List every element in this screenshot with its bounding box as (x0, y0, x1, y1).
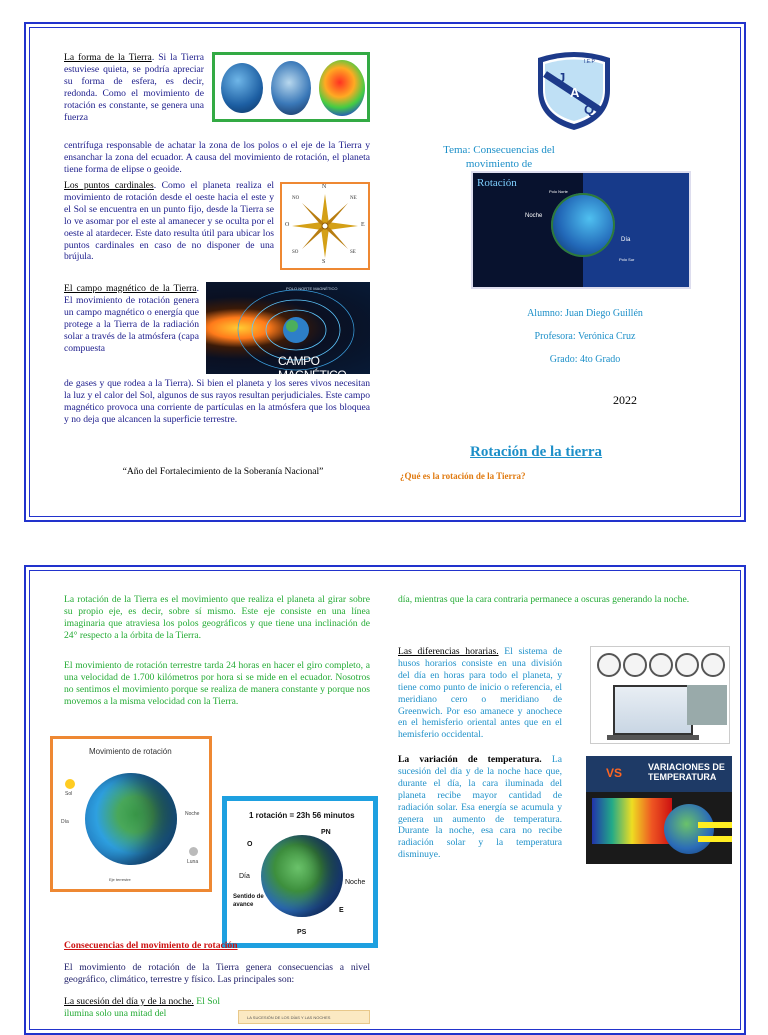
cover-noche: Noche (525, 213, 543, 219)
cardinal-section (64, 180, 274, 263)
logo-top: I.E.P (584, 59, 595, 65)
time-zones-image (590, 646, 730, 744)
diagram2-e: E (339, 907, 344, 914)
hours-heading: Las diferencias horarias. (398, 646, 499, 657)
magnetic-field-image (206, 282, 370, 382)
day-night-image (238, 1010, 370, 1024)
cardinal-heading: Los puntos cardinales (64, 180, 154, 191)
compass-o: O (285, 222, 290, 228)
diagram2-noche: Noche (345, 879, 366, 886)
hours-section (398, 646, 562, 741)
diagram2-o: O (247, 841, 253, 848)
compass-s: S (322, 259, 326, 265)
logo-letter-j: J (558, 70, 566, 85)
compass-n: N (322, 184, 327, 190)
diagram1-title: Movimiento de rotación (89, 747, 172, 756)
motto: “Año del Fortalecimiento de la Soberanía Nacional” (122, 466, 324, 477)
temp-image-label: VARIACIONES DE TEMPERATURA (648, 762, 725, 782)
theme-label: Tema: Consecuencias del movimiento de (443, 144, 555, 170)
diagram2-pn: PN (321, 829, 331, 836)
compass-no: NO (292, 196, 300, 201)
temperature-section (398, 754, 562, 861)
grade: Grado: 4to Grado (549, 354, 621, 365)
magnetic-heading: El campo magnético de la Tierra (64, 283, 197, 294)
succession-section (64, 996, 220, 1020)
shape-text: . Si la Tierra estuviese quieta, se podría apreciar su forma de esfera, es decir, redonda. Como el movimiento de rotación es constante, se genera una fuerza (64, 52, 204, 123)
shape-heading: La forma de la Tierra (64, 52, 152, 63)
compass-rose-image (280, 182, 370, 270)
compass-so: SO (292, 250, 299, 255)
diagram1-dia: Día (61, 819, 69, 825)
magnetic-text-cont: de gases y que rodea a la Tierra). Si bien el planeta y los seres vivos necesitan la luz y el calor del Sol, algunos de sus rayos resultan perjudiciales. Este campo magnético provoca una corriente de partículas en la atmósfera que los bloquea y no deja que alcancen la superficie terrestre. (64, 378, 370, 425)
compass-ne: NE (350, 196, 357, 201)
magnetic-top-label: POLO NORTE MAGNÉTICO (286, 286, 338, 291)
diagram2-dia: Día (239, 873, 250, 880)
cover-pn: Polo Norte (549, 189, 568, 194)
compass-e: E (361, 222, 365, 228)
diagram2-ps: PS (297, 929, 307, 936)
student: Alumno: Juan Diego Guillén (527, 308, 643, 319)
rotation-diagram-1 (50, 736, 212, 892)
magnetic-text: . El movimiento de rotación genera un campo magnético o energía que protege a la Tierra de la radiación solar a través de la atmósfera (capa compuesta (64, 283, 199, 354)
diagram1-eje: Eje terrestre (109, 877, 131, 882)
earth-shapes-image (212, 52, 370, 122)
day-night-image-label: LA SUCESIÓN DE LOS DÍAS Y LAS NOCHES (247, 1015, 331, 1020)
intro-paragraph-2: El movimiento de rotación terrestre tarda 24 horas en hacer el giro completo, a una velocidad de 1.700 kilómetros por hora si se mide en el ecuador. Nosotros no sentimos el movimiento porque se realiza de manera constante y porque nos movemos a la misma velocidad con la Tierra. (64, 660, 370, 707)
diagram2-sentido: Sentido de avance (233, 894, 264, 908)
temperature-heading: La variación de temperatura. (398, 754, 542, 765)
cover-over-label: Rotación (477, 177, 517, 189)
shape-text-cont: centrífuga responsable de achatar la zona de los polos o el eje de la Tierra y ensanchar la zona del ecuador. A causa del movimiento de rotación, el planeta tiene forma de elipse o geoide. (64, 140, 370, 175)
temperature-text: La sucesión del día y de la noche hace que, durante el día, la cara iluminada del planeta recibe mayor cantidad de radiación solar. Esa energía se acumula y genera un aumento de temperatura. Durante la noche, esa cara no recibe radiación solar y la temperatura disminuye. (398, 754, 562, 861)
diagram1-sol: Sol (65, 791, 73, 797)
magnetic-section (64, 283, 199, 354)
compass-se: SE (350, 250, 356, 255)
consequences-text: El movimiento de rotación de la Tierra genera consecuencias a nivel geográfico, climático, terrestre y físico. Las principales son: (64, 962, 370, 985)
diagram2-title: 1 rotación = 23h 56 minutos (249, 811, 355, 820)
teacher: Profesora: Verónica Cruz (534, 331, 636, 342)
diagram1-noche: Noche (185, 811, 200, 817)
shape-section (64, 52, 204, 123)
cover-title: Rotación de la tierra (470, 444, 603, 460)
succession-text: El Sol ilumina solo una mitad del (64, 996, 220, 1019)
succession-heading: La sucesión del día y de la noche. (64, 996, 194, 1007)
diagram1-luna: Luna (187, 859, 199, 865)
rotation-cover-image (473, 173, 689, 287)
succession-continued: día, mientras que la cara contraria permanece a oscuras generando la noche. (398, 594, 690, 605)
school-logo (532, 50, 616, 132)
rotation-diagram-2 (222, 796, 378, 948)
intro-paragraph-1: La rotación de la Tierra es el movimiento que realiza el planeta al girar sobre su propio eje, es decir, sobre sí mismo. Este eje consiste en una línea imaginaria que atraviesa los polos geográficos y que tiene una inclinación de 24° respecto a la órbita de la Tierra. (64, 594, 370, 641)
cover-dia: Día (621, 237, 631, 243)
logo-letter-q: Q (584, 102, 595, 117)
hours-text: El sistema de husos horarios consiste en una división del día en horas para todo el planeta, y tiene como punto de inicio o referencia, el meridiano cero o meridiano de Greenwich. Por eso amanece y anochece en el hemisferio oriental antes que en el hemisferio occidental. (398, 646, 562, 741)
year: 2022 (613, 393, 637, 407)
cover-question: ¿Qué es la rotación de la Tierra? (400, 471, 526, 481)
temp-vs: VS (606, 766, 623, 780)
cardinal-text: . Como el planeta realiza el movimiento de rotación desde el oeste hacia el este y el Sol se encuentra en un punto fijo, desde la Tierra se lo ve asomar por el este al amanecer y se oculta por el oeste al atardecer. Este dato resulta útil para ubicar los puntos cardinales en caso de no disponer de una brújula. (64, 180, 274, 263)
consequences-heading: Consecuencias del movimiento de rotación (64, 940, 238, 951)
cover-ps: Polo Sur (619, 257, 635, 262)
magnetic-image-label: CAMPO MAGNÉTICO (278, 354, 347, 382)
temperature-image (586, 756, 732, 864)
logo-letter-a: A (570, 85, 580, 100)
